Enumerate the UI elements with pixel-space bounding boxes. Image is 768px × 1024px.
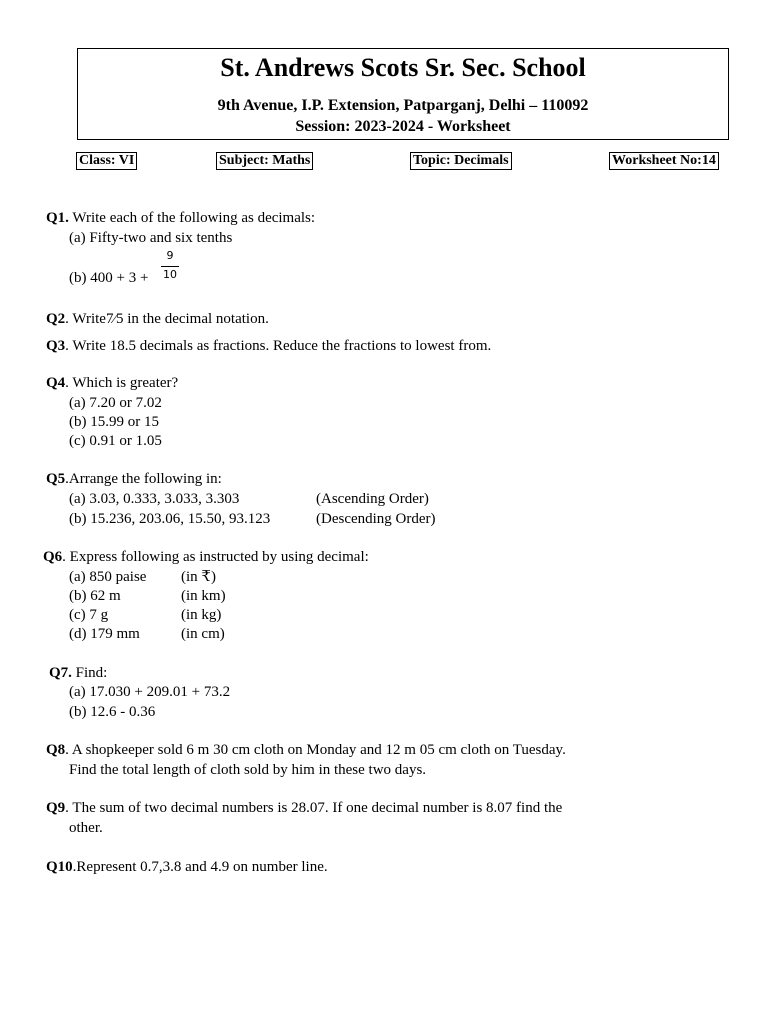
question-number: Q2	[46, 311, 66, 327]
question-4	[46, 376, 178, 391]
question-1-part-a: (a) Fifty-two and six tenths	[69, 230, 233, 246]
question-6-item-label: (d) 179 mm	[69, 626, 140, 642]
question-number: Q10	[46, 859, 73, 875]
school-address: 9th Avenue, I.P. Extension, Patparganj, Delhi – 110092	[217, 97, 589, 114]
question-3	[46, 339, 491, 354]
question-5	[46, 472, 222, 487]
question-4-part-a: (a) 7.20 or 7.02	[69, 395, 162, 411]
question-6-item-unit: (in km)	[181, 588, 226, 604]
school-header	[77, 48, 729, 140]
question-text: .Represent 0.7,3.8 and 4.9 on number line.	[72, 859, 328, 875]
question-5-part-a-order: (Ascending Order)	[316, 491, 429, 507]
question-9	[46, 801, 562, 816]
topic-label: Topic: Decimals	[410, 152, 512, 170]
question-text: . The sum of two decimal numbers is 28.07. If one decimal number is 8.07 find the	[65, 800, 563, 816]
question-number: Q9	[46, 800, 66, 816]
question-8	[46, 743, 566, 758]
question-text: . Express following as instructed by using decimal:	[62, 549, 369, 565]
question-6-item-unit: (in kg)	[181, 607, 222, 623]
question-4-part-b: (b) 15.99 or 15	[69, 414, 159, 430]
question-number: Q8	[46, 742, 66, 758]
question-5-part-b: (b) 15.236, 203.06, 15.50, 93.123	[69, 511, 271, 527]
question-text: . Write7⁄5 in the decimal notation.	[65, 311, 269, 327]
question-6	[43, 550, 369, 565]
question-number: Q5	[46, 471, 66, 487]
school-name: St. Andrews Scots Sr. Sec. School	[220, 53, 586, 82]
fraction-bar	[161, 266, 179, 267]
question-2	[46, 312, 269, 327]
question-10	[46, 860, 328, 875]
question-9-continuation: other.	[69, 820, 103, 836]
question-4-part-c: (c) 0.91 or 1.05	[69, 433, 162, 449]
question-text: Write each of the following as decimals:	[68, 210, 316, 226]
session-title: Session: 2023-2024 - Worksheet	[295, 118, 511, 135]
question-text: Find:	[71, 665, 108, 681]
question-8-continuation: Find the total length of cloth sold by him in these two days.	[69, 762, 427, 778]
question-number: Q6	[43, 549, 63, 565]
question-number: Q7.	[49, 665, 72, 681]
question-text: . A shopkeeper sold 6 m 30 cm cloth on Monday and 12 m 05 cm cloth on Tuesday.	[65, 742, 566, 758]
question-6-item-label: (c) 7 g	[69, 607, 109, 623]
fraction-denominator: 10	[163, 268, 177, 281]
question-text: . Write 18.5 decimals as fractions. Reduce the fractions to lowest from.	[65, 338, 492, 354]
question-5-part-a: (a) 3.03, 0.333, 3.033, 3.303	[69, 491, 240, 507]
class-label: Class: VI	[76, 152, 137, 170]
question-6-item-label: (a) 850 paise	[69, 569, 147, 585]
question-1-part-b: (b) 400 + 3 +	[69, 270, 149, 286]
fraction-numerator: 9	[166, 249, 174, 262]
question-7-part-a: (a) 17.030 + 209.01 + 73.2	[69, 684, 231, 700]
question-6-item-unit: (in ₹)	[181, 569, 216, 585]
question-text: .Arrange the following in:	[65, 471, 222, 487]
question-6-item-label: (b) 62 m	[69, 588, 121, 604]
question-5-part-b-order: (Descending Order)	[316, 511, 436, 527]
question-7-part-b: (b) 12.6 - 0.36	[69, 704, 156, 720]
question-1	[46, 211, 315, 226]
subject-label: Subject: Maths	[216, 152, 313, 170]
question-number: Q4	[46, 375, 66, 391]
question-6-item-unit: (in cm)	[181, 626, 225, 642]
question-number: Q1.	[46, 210, 69, 226]
question-7	[49, 666, 107, 681]
worksheet-number: Worksheet No:14	[609, 152, 719, 170]
question-number: Q3	[46, 338, 66, 354]
question-text: . Which is greater?	[65, 375, 179, 391]
